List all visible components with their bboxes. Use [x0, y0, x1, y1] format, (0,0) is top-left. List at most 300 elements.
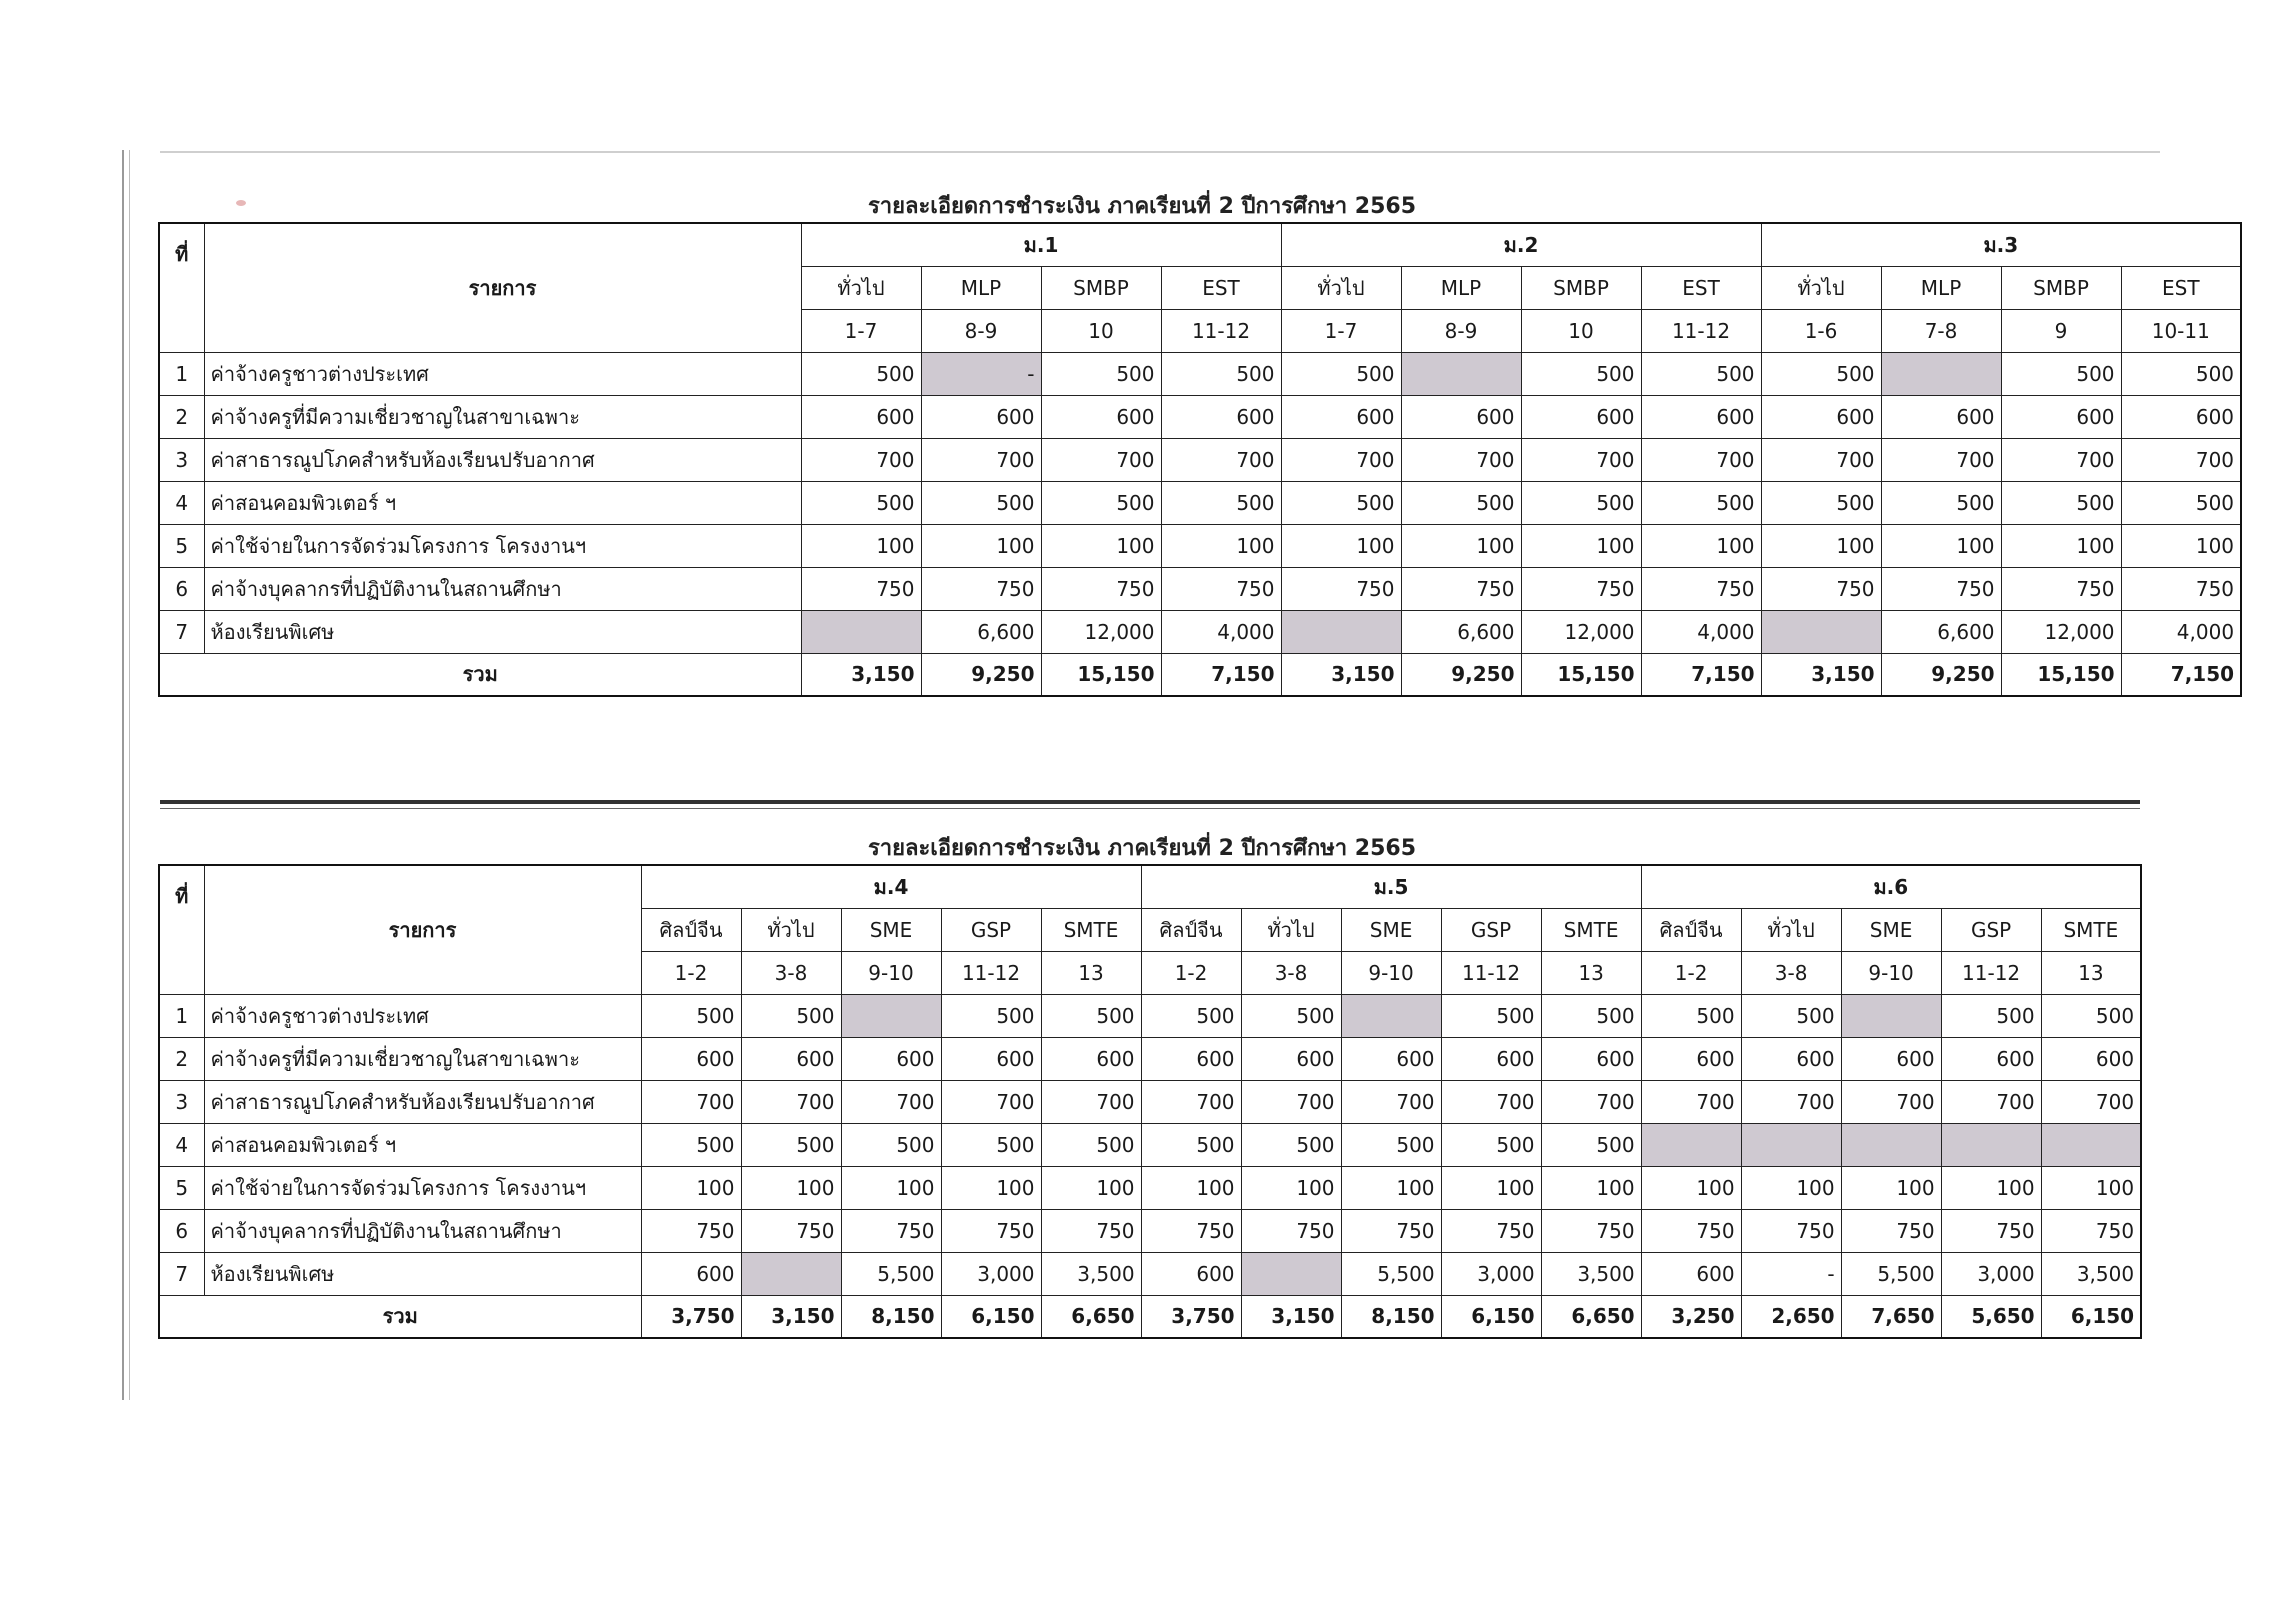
program-header: SMTE: [1041, 908, 1141, 951]
fee-cell-shaded: [1881, 352, 2001, 395]
fee-cell: 100: [1161, 524, 1281, 567]
fee-cell-shaded: [801, 610, 921, 653]
program-header: ทั่วไป: [801, 266, 921, 309]
row-item-label: ห้องเรียนพิเศษ: [204, 1252, 641, 1295]
group-header: ม.2: [1281, 223, 1761, 266]
program-header: ทั่วไป: [1241, 908, 1341, 951]
program-header: ศิลป์จีน: [1141, 908, 1241, 951]
fee-cell: 500: [1041, 481, 1161, 524]
fee-cell: 500: [1761, 352, 1881, 395]
fee-cell: 500: [1521, 352, 1641, 395]
fee-row: [159, 610, 2241, 653]
fee-cell-shaded: [1761, 610, 1881, 653]
fee-cell: 3,000: [1441, 1252, 1541, 1295]
group-header: ม.1: [801, 223, 1281, 266]
fee-cell: 750: [841, 1209, 941, 1252]
room-range-header: 10: [1041, 309, 1161, 352]
total-label: รวม: [159, 653, 801, 696]
fee-cell: 500: [2001, 481, 2121, 524]
fee-cell: 750: [1521, 567, 1641, 610]
fee-row: [159, 352, 2241, 395]
fee-cell: 500: [1441, 1123, 1541, 1166]
total-cell: 3,750: [641, 1295, 741, 1338]
fee-cell: 100: [1441, 1166, 1541, 1209]
fee-cell: 600: [2121, 395, 2241, 438]
fee-cell: 600: [801, 395, 921, 438]
fee-cell: 500: [1521, 481, 1641, 524]
fee-cell: 4,000: [2121, 610, 2241, 653]
fee-cell: 100: [1941, 1166, 2041, 1209]
fee-cell: 600: [1281, 395, 1401, 438]
fee-cell: 600: [841, 1037, 941, 1080]
fee-cell: 100: [1741, 1166, 1841, 1209]
group-header: ม.3: [1761, 223, 2241, 266]
fee-cell: 500: [2121, 352, 2241, 395]
fee-cell: 700: [921, 438, 1041, 481]
fee-cell: 100: [741, 1166, 841, 1209]
fee-cell: 700: [1641, 438, 1761, 481]
group-header: ม.5: [1141, 865, 1641, 908]
fee-cell: 500: [1641, 994, 1741, 1037]
total-cell: 3,150: [1761, 653, 1881, 696]
row-item-label: ค่าจ้างครูชาวต่างประเทศ: [204, 994, 641, 1037]
fee-cell: 700: [1741, 1080, 1841, 1123]
row-item-label: ค่าสาธารณูปโภคสำหรับห้องเรียนปรับอากาศ: [204, 438, 801, 481]
fee-cell: 500: [1641, 481, 1761, 524]
fee-row: [159, 524, 2241, 567]
fee-cell: -: [1741, 1252, 1841, 1295]
total-cell: 6,650: [1541, 1295, 1641, 1338]
fee-cell-shaded: [1841, 1123, 1941, 1166]
fee-cell: 500: [1141, 994, 1241, 1037]
fee-cell: 3,500: [1041, 1252, 1141, 1295]
fee-cell-shaded: [1401, 352, 1521, 395]
fee-cell-shaded: [741, 1252, 841, 1295]
top-rule: [160, 151, 2160, 153]
fee-cell: 700: [801, 438, 921, 481]
fee-cell: 750: [1281, 567, 1401, 610]
fee-cell: 750: [1041, 567, 1161, 610]
fee-cell: 100: [1041, 1166, 1141, 1209]
program-header: SME: [1841, 908, 1941, 951]
fee-cell: 4,000: [1641, 610, 1761, 653]
header-row-groups: [159, 865, 2141, 908]
room-range-header: 3-8: [741, 951, 841, 994]
fee-row: [159, 994, 2141, 1037]
fee-cell: 700: [1521, 438, 1641, 481]
fee-cell: 600: [1841, 1037, 1941, 1080]
fee-cell: 750: [1401, 567, 1521, 610]
fee-cell: 700: [1541, 1080, 1641, 1123]
fee-cell: 600: [941, 1037, 1041, 1080]
row-item-label: ค่าสอนคอมพิวเตอร์ ฯ: [204, 1123, 641, 1166]
fee-cell: 500: [2001, 352, 2121, 395]
total-cell: 8,150: [1341, 1295, 1441, 1338]
room-range-header: 1-2: [1641, 951, 1741, 994]
fee-cell-shaded: [1281, 610, 1401, 653]
total-cell: 3,150: [801, 653, 921, 696]
fee-row: [159, 1080, 2141, 1123]
fee-cell: 500: [921, 481, 1041, 524]
fee-cell: 500: [641, 1123, 741, 1166]
fee-cell: 500: [1281, 352, 1401, 395]
fee-row: [159, 1123, 2141, 1166]
room-range-header: 11-12: [941, 951, 1041, 994]
fee-cell: 500: [1161, 481, 1281, 524]
col-header-item: รายการ: [204, 223, 801, 352]
row-number: 3: [159, 1080, 204, 1123]
fee-cell: 100: [1641, 524, 1761, 567]
total-cell: 6,650: [1041, 1295, 1141, 1338]
fee-cell: 700: [1041, 438, 1161, 481]
program-header: ทั่วไป: [741, 908, 841, 951]
fee-cell: 600: [641, 1037, 741, 1080]
room-range-header: 11-12: [1441, 951, 1541, 994]
fee-cell: 600: [2041, 1037, 2141, 1080]
fee-cell: 100: [1141, 1166, 1241, 1209]
fee-cell: 750: [1941, 1209, 2041, 1252]
fee-cell: 600: [1441, 1037, 1541, 1080]
row-item-label: ค่าสาธารณูปโภคสำหรับห้องเรียนปรับอากาศ: [204, 1080, 641, 1123]
total-cell: 3,150: [1241, 1295, 1341, 1338]
fee-cell: 750: [1881, 567, 2001, 610]
total-cell: 3,750: [1141, 1295, 1241, 1338]
fee-cell: 600: [1041, 1037, 1141, 1080]
program-header: SMBP: [1521, 266, 1641, 309]
room-range-header: 11-12: [1641, 309, 1761, 352]
fee-cell: 100: [1881, 524, 2001, 567]
fee-cell: 100: [641, 1166, 741, 1209]
room-range-header: 10: [1521, 309, 1641, 352]
fee-cell: 600: [1141, 1037, 1241, 1080]
fee-row: [159, 567, 2241, 610]
room-range-header: 9-10: [1341, 951, 1441, 994]
fee-cell: 600: [921, 395, 1041, 438]
fee-cell: 500: [1241, 994, 1341, 1037]
fee-cell: 700: [1041, 1080, 1141, 1123]
row-number: 6: [159, 1209, 204, 1252]
room-range-header: 13: [1541, 951, 1641, 994]
total-cell: 7,650: [1841, 1295, 1941, 1338]
fee-cell: 500: [1541, 1123, 1641, 1166]
room-range-header: 9: [2001, 309, 2121, 352]
fee-cell: 600: [1161, 395, 1281, 438]
row-number: 2: [159, 395, 204, 438]
fee-table-m4-m6: [158, 864, 2142, 1339]
program-header: SME: [841, 908, 941, 951]
fee-cell: 750: [641, 1209, 741, 1252]
fee-cell: 500: [2121, 481, 2241, 524]
fee-cell: 12,000: [1041, 610, 1161, 653]
fee-cell: 600: [1761, 395, 1881, 438]
fee-cell: 600: [1641, 1037, 1741, 1080]
program-header: EST: [1161, 266, 1281, 309]
fee-cell: 600: [1641, 395, 1761, 438]
program-header: ทั่วไป: [1741, 908, 1841, 951]
fee-cell: 600: [1401, 395, 1521, 438]
col-header-no: ที่: [159, 865, 204, 994]
fee-cell: 600: [1941, 1037, 2041, 1080]
fee-cell: 700: [1761, 438, 1881, 481]
fee-cell: 700: [1161, 438, 1281, 481]
fee-cell: 500: [841, 1123, 941, 1166]
room-range-header: 9-10: [1841, 951, 1941, 994]
fee-cell: 100: [1641, 1166, 1741, 1209]
fee-cell: 500: [741, 994, 841, 1037]
group-header: ม.4: [641, 865, 1141, 908]
row-item-label: ค่าจ้างบุคลากรที่ปฏิบัติงานในสถานศึกษา: [204, 1209, 641, 1252]
fee-cell: 600: [1541, 1037, 1641, 1080]
room-range-header: 1-7: [1281, 309, 1401, 352]
fee-cell: 750: [741, 1209, 841, 1252]
fee-cell: 750: [1741, 1209, 1841, 1252]
row-item-label: ค่าจ้างบุคลากรที่ปฏิบัติงานในสถานศึกษา: [204, 567, 801, 610]
fee-cell: 700: [1401, 438, 1521, 481]
fee-cell: 5,500: [841, 1252, 941, 1295]
total-label: รวม: [159, 1295, 641, 1338]
program-header: EST: [1641, 266, 1761, 309]
table2-title: รายละเอียดการชำระเงิน ภาคเรียนที่ 2 ปีการศึกษา 2565: [867, 836, 1417, 861]
fee-cell-shaded: [1941, 1123, 2041, 1166]
fee-cell-shaded: -: [921, 352, 1041, 395]
fee-table-m1-m3: [158, 222, 2242, 697]
fee-cell: 600: [1041, 395, 1161, 438]
fee-cell: 6,600: [921, 610, 1041, 653]
program-header: ศิลป์จีน: [641, 908, 741, 951]
total-cell: 15,150: [2001, 653, 2121, 696]
fee-cell: 750: [921, 567, 1041, 610]
room-range-header: 11-12: [1941, 951, 2041, 994]
total-cell: 3,150: [741, 1295, 841, 1338]
fee-cell: 700: [1641, 1080, 1741, 1123]
fee-row: [159, 481, 2241, 524]
row-number: 5: [159, 1166, 204, 1209]
fee-cell: 750: [941, 1209, 1041, 1252]
fee-cell: 700: [1941, 1080, 2041, 1123]
fee-cell: 500: [1761, 481, 1881, 524]
fee-cell: 100: [1401, 524, 1521, 567]
fee-cell: 100: [801, 524, 921, 567]
room-range-header: 1-2: [1141, 951, 1241, 994]
fee-cell: 12,000: [1521, 610, 1641, 653]
page-left-edge-line: [122, 150, 130, 1400]
fee-cell: 100: [841, 1166, 941, 1209]
fee-cell: 500: [1041, 352, 1161, 395]
fee-cell: 700: [1141, 1080, 1241, 1123]
fee-cell: 100: [1281, 524, 1401, 567]
fee-row: [159, 1209, 2141, 1252]
total-cell: 9,250: [921, 653, 1041, 696]
col-header-item: รายการ: [204, 865, 641, 994]
program-header: GSP: [1941, 908, 2041, 951]
fee-cell: 750: [1141, 1209, 1241, 1252]
total-cell: 3,150: [1281, 653, 1401, 696]
group-header: ม.6: [1641, 865, 2141, 908]
fee-cell: 500: [941, 1123, 1041, 1166]
total-cell: 7,150: [2121, 653, 2241, 696]
fee-cell: 500: [1541, 994, 1641, 1037]
fee-cell: 700: [2121, 438, 2241, 481]
total-row: [159, 653, 2241, 696]
fee-row: [159, 438, 2241, 481]
fee-cell: 750: [2121, 567, 2241, 610]
fee-cell: 600: [1241, 1037, 1341, 1080]
fee-cell: 100: [1041, 524, 1161, 567]
program-header: SME: [1341, 908, 1441, 951]
fee-cell: 750: [1641, 1209, 1741, 1252]
fee-cell: 100: [1341, 1166, 1441, 1209]
room-range-header: 11-12: [1161, 309, 1281, 352]
program-header: MLP: [1401, 266, 1521, 309]
fee-cell-shaded: [1841, 994, 1941, 1037]
fee-cell: 600: [1641, 1252, 1741, 1295]
room-range-header: 1-2: [641, 951, 741, 994]
fee-cell: 500: [1341, 1123, 1441, 1166]
fee-cell: 750: [1441, 1209, 1541, 1252]
program-header: GSP: [1441, 908, 1541, 951]
fee-cell: 100: [2041, 1166, 2141, 1209]
fee-row: [159, 1252, 2141, 1295]
fee-cell: 100: [2121, 524, 2241, 567]
row-number: 5: [159, 524, 204, 567]
total-cell: 3,250: [1641, 1295, 1741, 1338]
fee-cell: 750: [801, 567, 921, 610]
fee-cell: 500: [1141, 1123, 1241, 1166]
fee-cell-shaded: [841, 994, 941, 1037]
room-range-header: 9-10: [841, 951, 941, 994]
fee-cell: 500: [1041, 994, 1141, 1037]
fee-cell: 500: [641, 994, 741, 1037]
fee-cell: 750: [2041, 1209, 2141, 1252]
total-cell: 8,150: [841, 1295, 941, 1338]
fee-cell: 500: [1441, 994, 1541, 1037]
total-cell: 15,150: [1521, 653, 1641, 696]
total-cell: 9,250: [1881, 653, 2001, 696]
total-cell: 9,250: [1401, 653, 1521, 696]
row-item-label: ห้องเรียนพิเศษ: [204, 610, 801, 653]
table1-title: รายละเอียดการชำระเงิน ภาคเรียนที่ 2 ปีการศึกษา 2565: [867, 194, 1417, 219]
row-item-label: ค่าสอนคอมพิวเตอร์ ฯ: [204, 481, 801, 524]
fee-row: [159, 1166, 2141, 1209]
fee-cell: 3,000: [941, 1252, 1041, 1295]
room-range-header: 3-8: [1241, 951, 1341, 994]
row-number: 1: [159, 994, 204, 1037]
fee-cell: 700: [741, 1080, 841, 1123]
header-row-groups: [159, 223, 2241, 266]
fee-cell: 500: [801, 352, 921, 395]
fee-cell: 100: [1541, 1166, 1641, 1209]
fee-cell: 3,000: [1941, 1252, 2041, 1295]
room-range-header: 8-9: [921, 309, 1041, 352]
fee-cell: 750: [1641, 567, 1761, 610]
row-item-label: ค่าจ้างครูชาวต่างประเทศ: [204, 352, 801, 395]
total-row: [159, 1295, 2141, 1338]
total-cell: 7,150: [1641, 653, 1761, 696]
program-header: ศิลป์จีน: [1641, 908, 1741, 951]
fee-cell-shaded: [2041, 1123, 2141, 1166]
fee-cell: 750: [1161, 567, 1281, 610]
fee-cell: 100: [1841, 1166, 1941, 1209]
total-cell: 15,150: [1041, 653, 1161, 696]
row-item-label: ค่าใช้จ่ายในการจัดร่วมโครงการ โครงงานฯ: [204, 524, 801, 567]
fee-cell: 700: [1881, 438, 2001, 481]
room-range-header: 7-8: [1881, 309, 2001, 352]
fee-cell: 700: [1281, 438, 1401, 481]
total-cell: 2,650: [1741, 1295, 1841, 1338]
fee-cell: 600: [1341, 1037, 1441, 1080]
fee-cell: 500: [1881, 481, 2001, 524]
row-number: 4: [159, 481, 204, 524]
room-range-header: 13: [1041, 951, 1141, 994]
fee-cell: 4,000: [1161, 610, 1281, 653]
program-header: GSP: [941, 908, 1041, 951]
fee-cell: 500: [1941, 994, 2041, 1037]
room-range-header: 1-6: [1761, 309, 1881, 352]
fee-cell: 700: [841, 1080, 941, 1123]
row-number: 1: [159, 352, 204, 395]
fee-cell: 500: [1281, 481, 1401, 524]
row-number: 7: [159, 1252, 204, 1295]
fee-cell: 700: [641, 1080, 741, 1123]
fee-cell: 750: [1241, 1209, 1341, 1252]
fee-cell: 700: [1841, 1080, 1941, 1123]
room-range-header: 10-11: [2121, 309, 2241, 352]
fee-cell: 3,500: [2041, 1252, 2141, 1295]
fee-cell: 700: [1341, 1080, 1441, 1123]
fee-cell: 500: [1741, 994, 1841, 1037]
fee-cell: 700: [941, 1080, 1041, 1123]
fee-cell: 750: [1541, 1209, 1641, 1252]
fee-cell: 700: [1441, 1080, 1541, 1123]
program-header: ทั่วไป: [1281, 266, 1401, 309]
fee-cell: 6,600: [1401, 610, 1521, 653]
fee-cell: 500: [941, 994, 1041, 1037]
fee-cell-shaded: [1741, 1123, 1841, 1166]
fee-cell: 6,600: [1881, 610, 2001, 653]
fee-cell: 600: [1881, 395, 2001, 438]
section-divider-thin: [160, 808, 2140, 809]
col-header-no: ที่: [159, 223, 204, 352]
fee-cell: 100: [2001, 524, 2121, 567]
fee-cell: 12,000: [2001, 610, 2121, 653]
fee-cell: 600: [1141, 1252, 1241, 1295]
fee-cell: 750: [1841, 1209, 1941, 1252]
program-header: EST: [2121, 266, 2241, 309]
fee-cell: 750: [2001, 567, 2121, 610]
fee-cell: 700: [2041, 1080, 2141, 1123]
row-number: 4: [159, 1123, 204, 1166]
total-cell: 6,150: [941, 1295, 1041, 1338]
fee-cell: 100: [921, 524, 1041, 567]
row-number: 6: [159, 567, 204, 610]
program-header: ทั่วไป: [1761, 266, 1881, 309]
program-header: SMBP: [2001, 266, 2121, 309]
row-item-label: ค่าใช้จ่ายในการจัดร่วมโครงการ โครงงานฯ: [204, 1166, 641, 1209]
fee-cell: 500: [1041, 1123, 1141, 1166]
total-cell: 6,150: [1441, 1295, 1541, 1338]
fee-cell: 100: [1761, 524, 1881, 567]
fee-cell-shaded: [1641, 1123, 1741, 1166]
row-number: 2: [159, 1037, 204, 1080]
fee-cell: 500: [1161, 352, 1281, 395]
program-header: SMTE: [1541, 908, 1641, 951]
fee-cell: 500: [2041, 994, 2141, 1037]
fee-cell: 750: [1761, 567, 1881, 610]
fee-cell: 100: [1521, 524, 1641, 567]
room-range-header: 13: [2041, 951, 2141, 994]
fee-row: [159, 395, 2241, 438]
row-item-label: ค่าจ้างครูที่มีความเชี่ยวชาญในสาขาเฉพาะ: [204, 1037, 641, 1080]
